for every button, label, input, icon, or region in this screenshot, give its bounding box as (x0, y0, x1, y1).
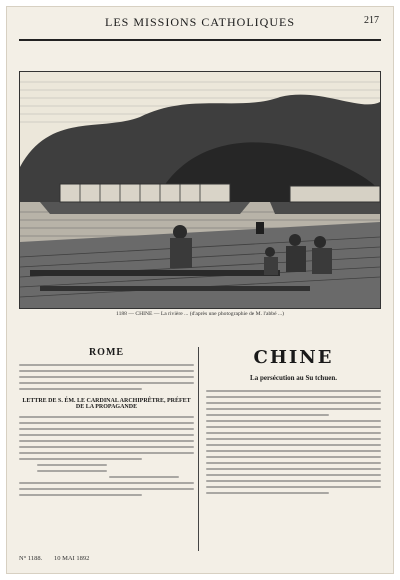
letter-section-heading: LETTRE DE S. ÉM. LE CARDINAL ARCHIPRÊTRE, PRÉFET DE LA PROPAGANDE (22, 398, 191, 410)
letter-body-text (19, 416, 194, 496)
illustration-caption: 1188 — CHINE — La rivière ... (d'après une photographie de M. l'abbé ...) (115, 311, 285, 317)
engraving-drawing (20, 72, 380, 308)
chine-subheading: La persécution au Su tchuen. (250, 374, 337, 382)
page-footer (19, 555, 381, 567)
page (6, 6, 394, 574)
issue-number: N° 1188. (19, 555, 43, 562)
chine-heading: CHINE (253, 347, 334, 368)
engraving-illustration (19, 71, 381, 309)
rome-intro-text (19, 364, 194, 390)
issue-date: 10 MAI 1892 (53, 555, 90, 562)
journal-title: LES MISSIONS CATHOLIQUES (104, 15, 295, 29)
rome-heading: ROME (88, 347, 125, 358)
chine-body-text (206, 390, 381, 494)
right-column (206, 347, 381, 551)
left-column (19, 347, 194, 551)
page-header (19, 13, 381, 41)
page-number: 217 (364, 15, 379, 26)
column-divider (198, 347, 199, 551)
